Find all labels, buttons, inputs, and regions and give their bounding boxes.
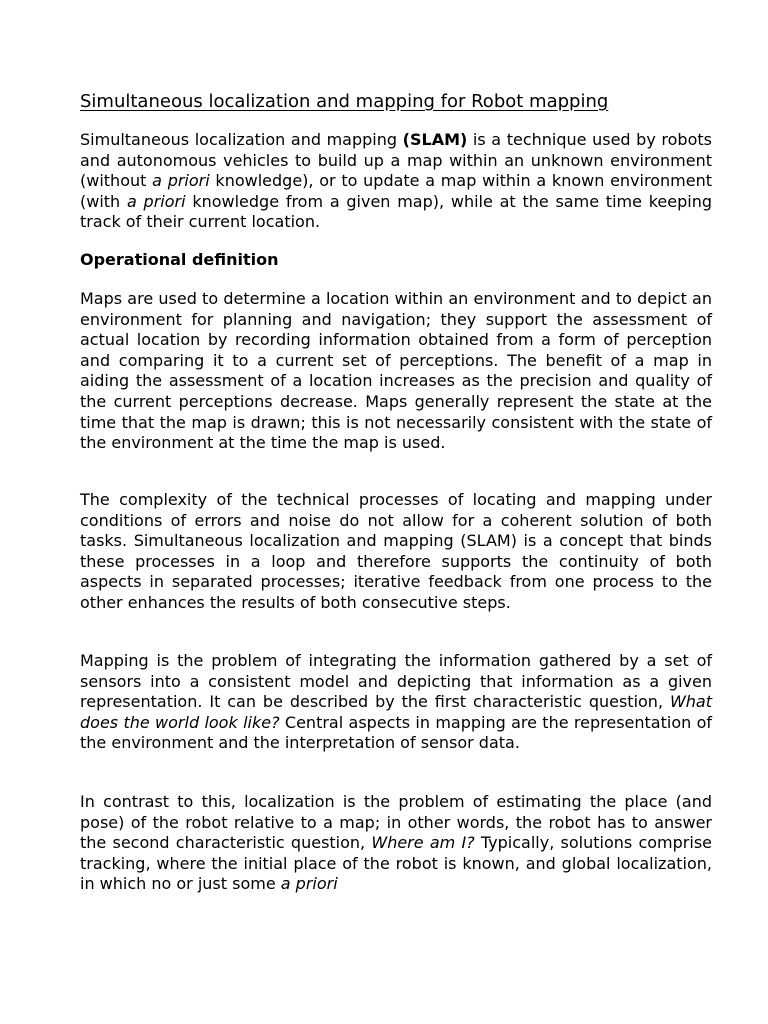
intro-text-1: Simultaneous localization and mapping (80, 130, 403, 149)
mapping-paragraph (80, 651, 712, 754)
mapping-question: What does the world look like? (80, 692, 712, 732)
slam-abbreviation: (SLAM) (402, 130, 468, 149)
localization-text-2: Typically, solutions comprise tracking, where the initial place of the robot is known, and global localization, in which no or just some (80, 833, 712, 894)
section-heading: Operational definition (80, 250, 279, 269)
complexity-paragraph: The complexity of the technical processes of locating and mapping under conditions of errors and noise do not allow for a coherent solution of both tasks. Simultaneous localization and mapping (SLAM) is a concept that binds these processes in a loop and therefore supports the continuity of both aspects in separated processes; iterative feedback from one process to the other enhances the results of both consecutive steps. (80, 490, 712, 612)
mapping-text-1: Mapping is the problem of integrating the information gathered by a set of sensors into a consistent model and depicting that information as a given representation. It can be described by the first characteristic question, (80, 651, 712, 712)
page-title: Simultaneous localization and mapping for Robot mapping (80, 91, 609, 112)
a-priori-term: a priori (152, 171, 210, 191)
a-priori-term: a priori (126, 191, 186, 211)
localization-paragraph (80, 792, 712, 895)
intro-paragraph (80, 130, 712, 233)
a-priori-term: a priori (280, 874, 338, 894)
intro-text-2: is a technique used by robots and autonomous vehicles to build up a map within an unknown environment (without (80, 130, 712, 191)
localization-question: Where am I? (371, 833, 475, 853)
intro-text-4: knowledge from a given map), while at the same time keeping track of their current location. (80, 191, 713, 232)
localization-text-1: In contrast to this, localization is the problem of estimating the place (and pose) of the robot relative to a map; in other words, the robot has to answer the second characteristic question, (80, 792, 712, 853)
intro-text-3: knowledge), or to update a map within a known environment (with (80, 171, 712, 211)
mapping-text-2: Central aspects in mapping are the representation of the environment and the interpretation of sensor data. (80, 712, 713, 753)
maps-paragraph: Maps are used to determine a location within an environment and to depict an environment for planning and navigation; they support the assessment of actual location by recording information obtained from a form of perception and comparing it to a current set of perceptions. The benefit of a map in aiding the assessment of a location increases as the precision and quality of the current perceptions decrease. Maps generally represent the state at the time that the map is drawn; this is not necessarily consistent with the state of the environment at the time the map is used. (80, 289, 712, 453)
